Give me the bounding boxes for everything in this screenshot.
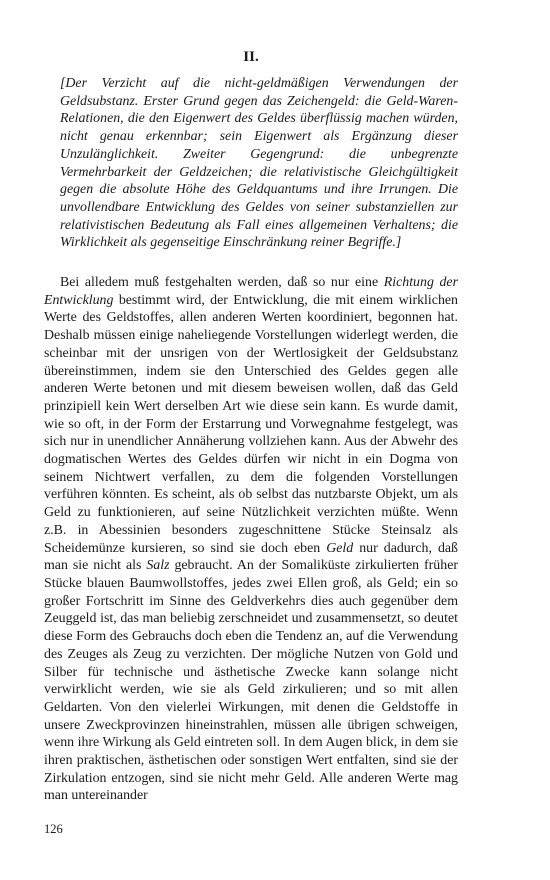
body-text-run: gebraucht. An der Somaliküste zirkulierten früher Stücke blauen Baumwollstoffes, jedes zwei Ellen groß, als Geld; ein so großer Fortschritt im Sinne des Geldverkehrs dies auch gegenüber dem Zeuggeld ist, das man beliebig zerschneidet und zusammensetzt, so deutet diese Form des Gebrauchs doch eben die Tendenz an, auf die Verwendung des Zeuges als Zeug zu verzichten. Der mögliche Nutzen von Gold und Silber für technische und ästhetische Zwecke kann solange nicht verwirklicht werden, wie sie als Geld zirkulieren; und so mit allen Geldarten. Von den vielerlei Wirkungen, mit denen die Geldstoffe in unsere Zweckprovinzen hineinstrahlen, müssen alle übrigen schweigen, wenn ihre Wirkung als Geld eintreten soll. In dem Augen blick, in dem sie ihren praktischen, ästhetischen oder sonstigen Wert entfalten, sind sie der Zirkulation entzogen, sind sie nicht mehr Geld. Alle anderen Werte mag man untereinander bbox=[44, 558, 458, 804]
section-heading: II. bbox=[243, 49, 259, 65]
emphasis-geld: Geld bbox=[326, 540, 354, 556]
section-summary: [Der Verzicht auf die nicht-geldmäßigen Verwendungen der Geldsubstanz. Erster Grund gegen das Zeichengeld: die Geld-Waren-Relationen, die den Eigenwert des Geldes überflüssig machen würden, nicht genau erkennbar; sein Eigenwert als Ergänzung dieser Unzulänglichkeit. Zweiter Gegengrund: die unbegrenzte Vermehrbarkeit der Geldzeichen; die relativistische Gleichgültigkeit gegen die absolute Höhe des Geldquantums und ihre Irrungen. Die unvollendbare Entwicklung des Geldes von seiner substanziellen zur relativistischen Bedeutung als Fall eines allgemeinen Verhaltens; die Wirklichkeit als gegenseitige Einschränkung reiner Begriffe.] bbox=[60, 76, 458, 251]
body-text-run: Bei alledem muß festgehalten werden, daß so nur eine bbox=[60, 275, 384, 291]
emphasis-richtung: Richtung der Entwicklung bbox=[44, 275, 458, 308]
book-page bbox=[44, 48, 458, 805]
body-text-run: bestimmt wird, der Entwicklung, die mit einem wirklichen Werte des Geldstoffes, allen anderen Werten koordiniert, begonnen hat. Deshalb müssen einige naheliegende Vorstellungen widerlegt werden, die scheinbar mit der unsrigen von der Wertlosigkeit der Geldsubstanz übereinstimmen, indem sie den Unterschied des Geldes gegen alle anderen Werte betonen und mit diesem beweisen wollen, daß das Geld prinzipiell kein Wert derselben Art wie diese sein kann. Es wurde damit, wie so oft, in der Form der Erstarrung und Vorwegnahme festgelegt, was sich nur in unendlicher Annäherung vollziehen kann. Aus der Abwehr des dogmatischen Wertes des Geldes dürfen wir nicht in ein Dogma von seinem Nichtwert verfallen, zu dem die folgenden Vorstellungen verführen könnten. Es scheint, als ob selbst das nutzbarste Objekt, um als Geld zu funktionieren, auf seine Nützlichkeit verzichten müßte. Wenn z.B. in Abessinien besonders zugeschnittene Stücke Steinsalz als Scheidemünze kursieren, so sind sie doch eben bbox=[44, 292, 458, 556]
body-text-run: nur dadurch, daß man sie nicht als bbox=[44, 540, 458, 574]
body-paragraph bbox=[44, 274, 458, 805]
emphasis-salz: Salz bbox=[146, 558, 170, 574]
page-number: 126 bbox=[44, 822, 63, 836]
